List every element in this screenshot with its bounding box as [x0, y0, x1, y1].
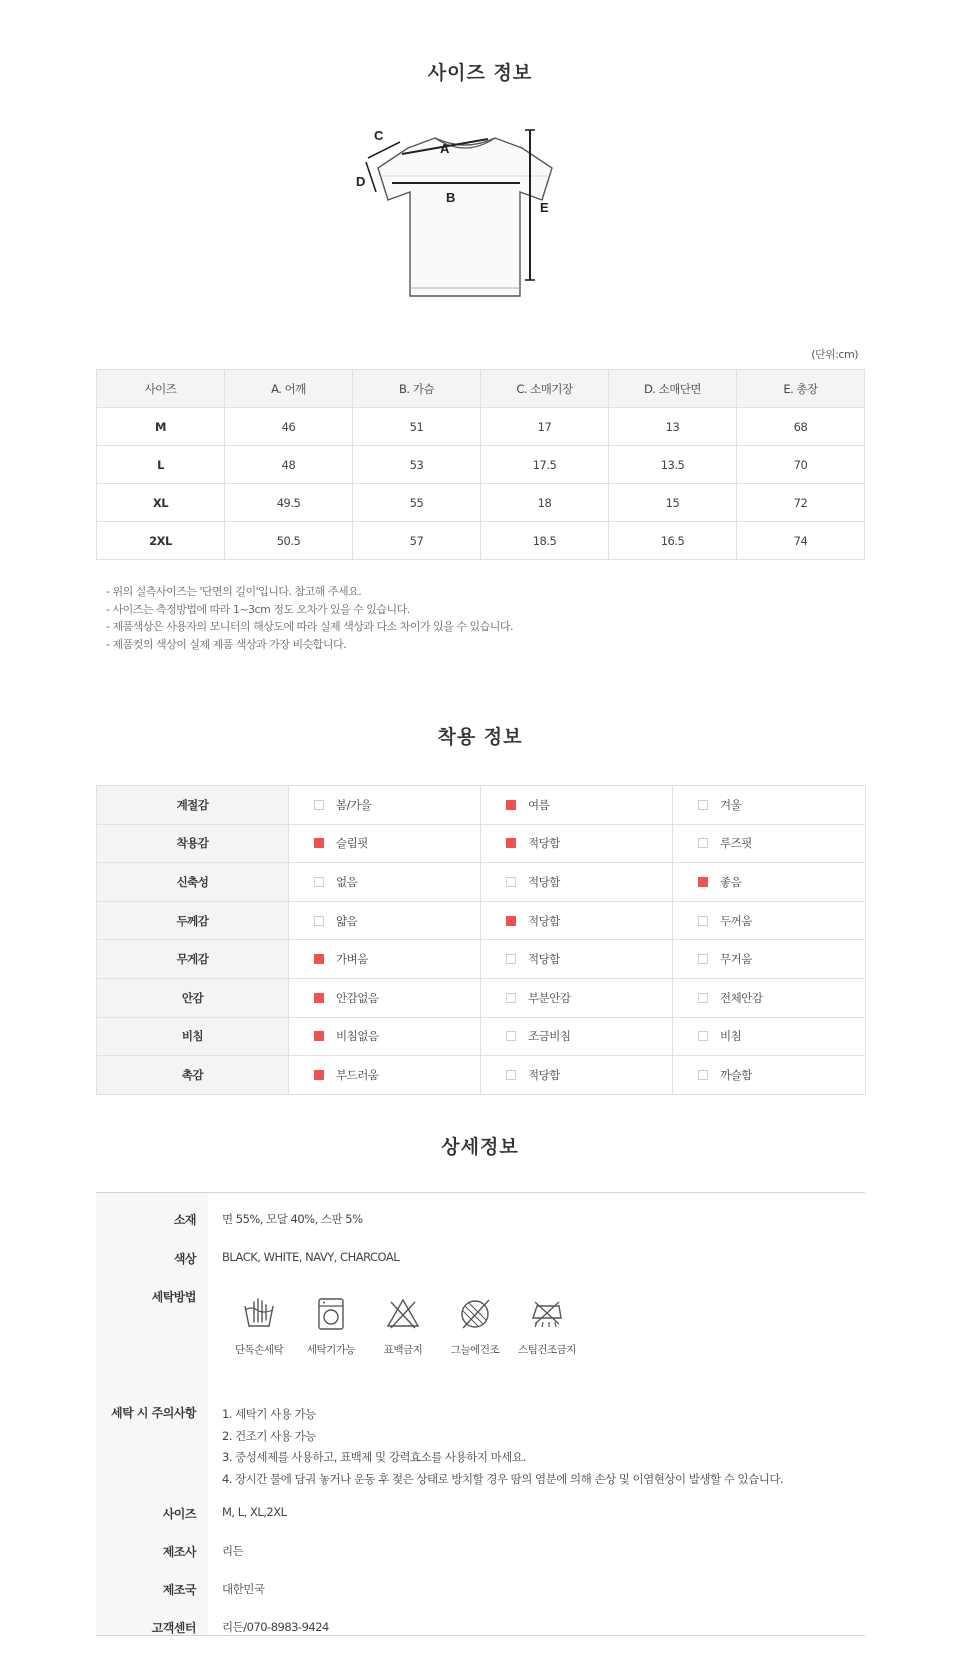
size-cell: 13.5 [609, 446, 737, 484]
material-label: 소재 [173, 1213, 196, 1227]
size-table-row [97, 522, 865, 560]
fit-option-label: 안감없음 [336, 990, 379, 1005]
fit-row-label: 신축성 [97, 863, 289, 902]
size-cell: 50.5 [225, 522, 353, 560]
note-line: - 제품컷의 색상이 실제 제품 색상과 가장 비슷합니다. [106, 637, 347, 651]
unchecked-box-icon [314, 877, 324, 887]
care-line: 3. 중성세제를 사용하고, 표백제 및 강력효소를 사용하지 마세요. [222, 1450, 526, 1464]
material-value: 면 55%, 모달 40%, 스판 5% [222, 1212, 363, 1226]
fit-option [481, 824, 673, 863]
fit-row-label: 비침 [97, 1017, 289, 1056]
color-value: BLACK, WHITE, NAVY, CHARCOAL [222, 1250, 400, 1264]
size-cell: 15 [609, 484, 737, 522]
unchecked-box-icon [506, 954, 516, 964]
size-cell: 18.5 [481, 522, 609, 560]
unchecked-box-icon [698, 800, 708, 810]
unchecked-box-icon [698, 916, 708, 926]
fit-row-label: 착용감 [97, 824, 289, 863]
size-table-header [97, 370, 865, 408]
cs-value: 리든/070-8983-9424 [222, 1620, 329, 1634]
size-cell: 17.5 [481, 446, 609, 484]
fit-option [289, 863, 481, 902]
fit-option [481, 901, 673, 940]
sizes-value: M, L, XL,2XL [222, 1505, 287, 1519]
fit-option [481, 978, 673, 1017]
fit-option [481, 1056, 673, 1095]
unchecked-box-icon [698, 838, 708, 848]
unchecked-box-icon [314, 800, 324, 810]
unchecked-box-icon [698, 954, 708, 964]
fit-row [97, 940, 866, 979]
fit-option-label: 전체안감 [720, 990, 763, 1005]
fit-option-label: 겨울 [720, 797, 742, 812]
fit-option [673, 824, 866, 863]
country-value: 대한민국 [222, 1582, 265, 1596]
size-notes [106, 583, 513, 653]
size-cell: 72 [737, 484, 865, 522]
diagram-label-a: A [440, 141, 450, 156]
size-table-row [97, 408, 865, 446]
checked-box-icon [314, 1070, 324, 1080]
no-bleach-icon [385, 1296, 421, 1332]
wash-label: 세탁방법 [151, 1290, 196, 1304]
fit-option-label: 두꺼움 [720, 913, 752, 928]
fit-option [481, 1017, 673, 1056]
size-header-cell: D. 소매단면 [609, 370, 737, 408]
wash-item [224, 1296, 294, 1357]
size-table-row [97, 484, 865, 522]
fit-row-label: 두께감 [97, 901, 289, 940]
wash-item-label: 세탁기가능 [306, 1344, 356, 1356]
fit-option-label: 적당함 [528, 952, 560, 967]
color-label: 색상 [173, 1252, 196, 1266]
fit-option-label: 슬림핏 [336, 836, 368, 851]
checked-box-icon [506, 916, 516, 926]
unit-label: (단위:cm) [811, 348, 858, 361]
unchecked-box-icon [506, 1070, 516, 1080]
fit-row-label: 안감 [97, 978, 289, 1017]
size-cell: 68 [737, 408, 865, 446]
fit-option [481, 863, 673, 902]
size-cell: 17 [481, 408, 609, 446]
wash-item [512, 1296, 582, 1357]
fit-option [481, 940, 673, 979]
fit-row [97, 978, 866, 1017]
fit-option-label: 적당함 [528, 874, 560, 889]
hand-wash-icon [241, 1296, 277, 1332]
size-cell: 49.5 [225, 484, 353, 522]
fit-option-label: 무거움 [720, 952, 752, 967]
fit-option-label: 없음 [336, 874, 358, 889]
fit-option-label: 부드러움 [336, 1067, 379, 1082]
unchecked-box-icon [506, 1031, 516, 1041]
wash-item-label: 스팀건조금지 [518, 1344, 576, 1356]
fit-option-label: 적당함 [528, 836, 560, 851]
fit-row [97, 786, 866, 825]
size-header-cell: E. 총장 [737, 370, 865, 408]
unchecked-box-icon [506, 993, 516, 1003]
cs-label: 고객센터 [151, 1621, 196, 1635]
size-cell: 57 [353, 522, 481, 560]
fit-option [673, 1017, 866, 1056]
size-cell: L [97, 446, 225, 484]
detail-info-title: 상세정보 [441, 1136, 519, 1158]
size-header-cell: C. 소매기장 [481, 370, 609, 408]
size-cell: 46 [225, 408, 353, 446]
unchecked-box-icon [506, 877, 516, 887]
wash-item-label: 표백금지 [383, 1344, 423, 1356]
shade-dry-icon [457, 1296, 493, 1332]
fit-row [97, 901, 866, 940]
size-cell: 18 [481, 484, 609, 522]
fit-option-label: 까슬함 [720, 1067, 752, 1082]
care-label: 세탁 시 주의사항 [110, 1406, 196, 1420]
wash-item [296, 1296, 366, 1357]
fit-option-label: 적당함 [528, 913, 560, 928]
maker-value: 리든 [222, 1544, 244, 1558]
fit-table [96, 785, 866, 1095]
size-header-cell: B. 가슴 [353, 370, 481, 408]
fit-option-label: 비침 [720, 1029, 742, 1044]
size-cell: 51 [353, 408, 481, 446]
care-line: 4. 장시간 물에 담궈 놓거나 운동 후 젖은 상태로 방치할 경우 땀의 염분에 의해 손상 및 이염현상이 발생할 수 있습니다. [222, 1471, 784, 1486]
fit-option-label: 비침없음 [336, 1029, 379, 1044]
unchecked-box-icon [698, 1031, 708, 1041]
fit-option-label: 적당함 [528, 1067, 560, 1082]
unchecked-box-icon [314, 916, 324, 926]
diagram-label-d: D [356, 174, 366, 189]
diagram-label-e: E [540, 200, 549, 215]
size-cell: 70 [737, 446, 865, 484]
fit-option-label: 좋음 [720, 874, 742, 889]
checked-box-icon [314, 954, 324, 964]
checked-box-icon [506, 800, 516, 810]
fit-option-label: 부분안감 [528, 990, 571, 1005]
fit-option [673, 901, 866, 940]
no-steam-iron-icon [529, 1296, 565, 1332]
fit-row [97, 824, 866, 863]
wash-item [368, 1296, 438, 1357]
diagram-label-b: B [446, 190, 456, 205]
fit-option [289, 978, 481, 1017]
fit-option [481, 786, 673, 825]
fit-option [289, 1056, 481, 1095]
checked-box-icon [506, 838, 516, 848]
wash-item-label: 그늘에건조 [450, 1344, 500, 1356]
fit-option [289, 901, 481, 940]
checked-box-icon [698, 877, 708, 887]
checked-box-icon [314, 993, 324, 1003]
washing-machine-icon [313, 1296, 349, 1332]
unchecked-box-icon [698, 1070, 708, 1080]
fit-option-label: 가벼움 [336, 952, 368, 967]
size-cell: 16.5 [609, 522, 737, 560]
fit-option-label: 여름 [528, 797, 550, 812]
fit-option-label: 얇음 [336, 913, 358, 928]
size-cell: M [97, 408, 225, 446]
country-label: 제조국 [162, 1583, 196, 1597]
size-table [96, 369, 865, 560]
note-line: - 위의 실측사이즈는 '단면의 길이'입니다. 참고해 주세요. [106, 585, 362, 598]
checked-box-icon [314, 838, 324, 848]
detail-table [96, 1192, 865, 1636]
fit-row [97, 1056, 866, 1095]
care-lines [222, 1404, 783, 1490]
care-line: 1. 세탁기 사용 가능 [222, 1407, 316, 1421]
fit-row-label: 계절감 [97, 786, 289, 825]
fit-option [673, 940, 866, 979]
size-cell: XL [97, 484, 225, 522]
size-info-title: 사이즈 정보 [427, 62, 533, 84]
checked-box-icon [314, 1031, 324, 1041]
size-cell: 48 [225, 446, 353, 484]
sizes-label: 사이즈 [162, 1507, 196, 1521]
fit-option [673, 786, 866, 825]
fit-info-title: 착용 정보 [437, 726, 523, 748]
maker-label: 제조사 [162, 1545, 196, 1559]
fit-option [673, 1056, 866, 1095]
size-header-cell: A. 어깨 [225, 370, 353, 408]
fit-option-label: 루즈핏 [720, 836, 752, 851]
tshirt-measurement-diagram [356, 128, 600, 308]
fit-row [97, 1017, 866, 1056]
fit-option [289, 824, 481, 863]
diagram-label-c: C [374, 128, 384, 143]
note-line: - 사이즈는 측정방법에 따라 1~3cm 정도 오차가 있을 수 있습니다. [106, 602, 410, 616]
size-cell: 55 [353, 484, 481, 522]
wash-item [440, 1296, 510, 1357]
fit-row-label: 촉감 [97, 1056, 289, 1095]
fit-option [673, 863, 866, 902]
care-line: 2. 건조기 사용 가능 [222, 1428, 316, 1443]
fit-option [673, 978, 866, 1017]
wash-item-label: 단독손세탁 [234, 1344, 284, 1356]
fit-row-label: 무게감 [97, 940, 289, 979]
size-header-cell: 사이즈 [97, 370, 225, 408]
fit-option-label: 조금비침 [528, 1029, 571, 1044]
size-table-row [97, 446, 865, 484]
unchecked-box-icon [698, 993, 708, 1003]
size-cell: 2XL [97, 522, 225, 560]
size-cell: 13 [609, 408, 737, 446]
fit-option [289, 940, 481, 979]
fit-row [97, 863, 866, 902]
fit-option [289, 786, 481, 825]
size-cell: 74 [737, 522, 865, 560]
note-line: - 제품색상은 사용자의 모니터의 해상도에 따라 실제 색상과 다소 차이가 있을 수 있습니다. [106, 620, 513, 633]
size-cell: 53 [353, 446, 481, 484]
fit-option-label: 봄/가을 [336, 797, 372, 812]
fit-option [289, 1017, 481, 1056]
